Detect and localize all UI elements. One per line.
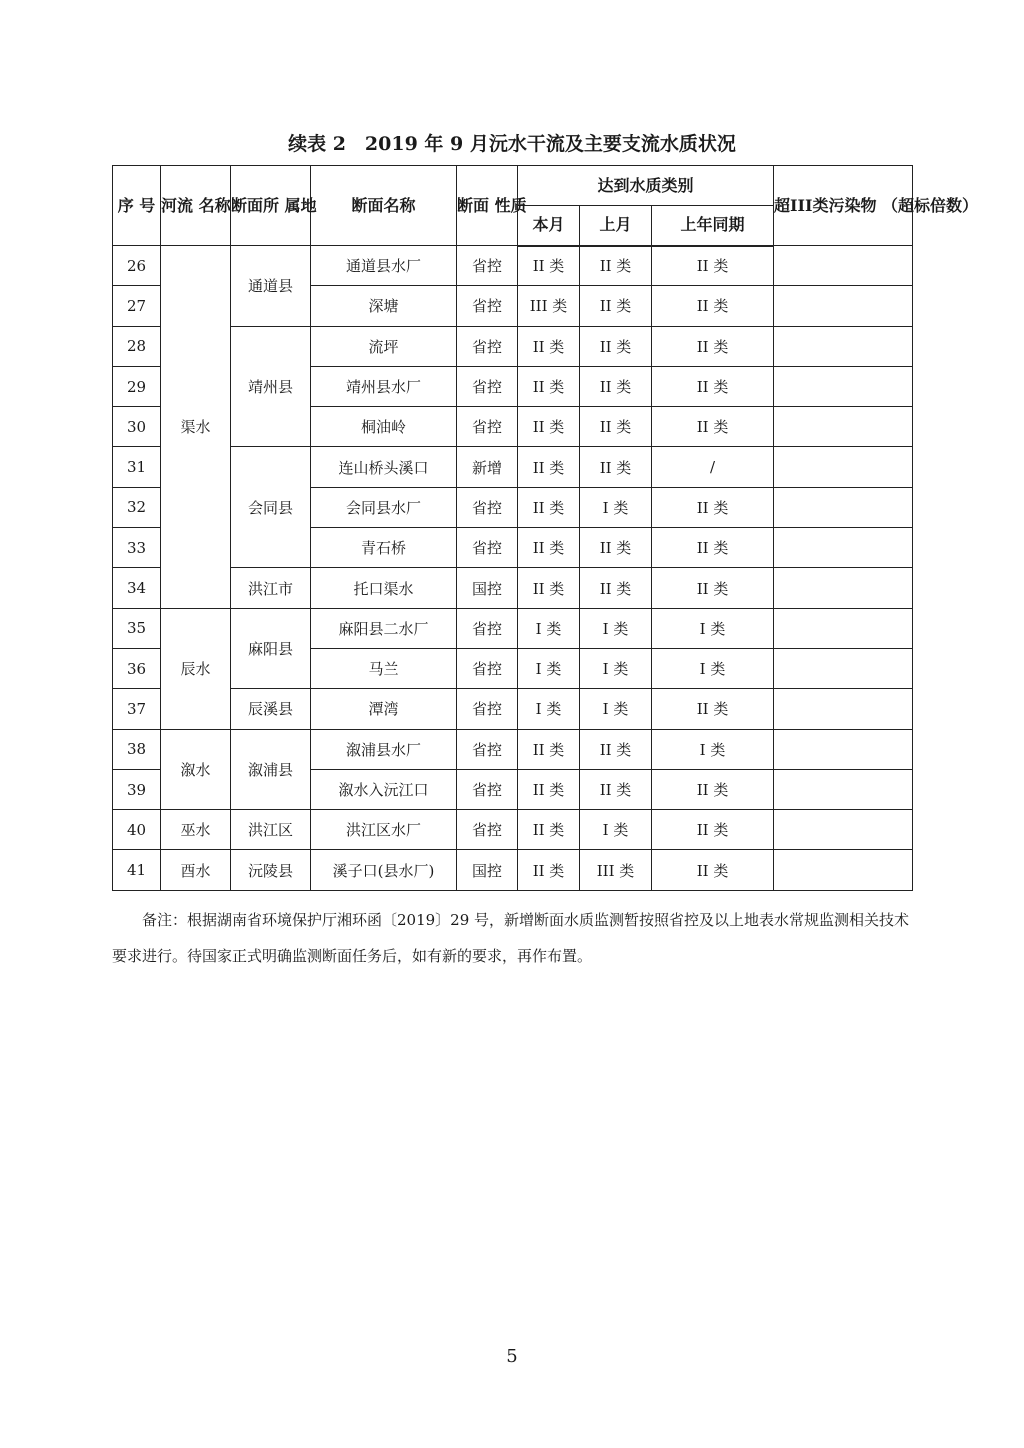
- cell-nature: 省控: [457, 689, 518, 729]
- cell-section-name: 托口渠水: [311, 568, 457, 608]
- cell-nature: 省控: [457, 810, 518, 850]
- cell-last-month: I 类: [580, 608, 652, 648]
- cell-last-month: I 类: [580, 648, 652, 688]
- cell-nature: 省控: [457, 366, 518, 406]
- cell-this-month: II 类: [518, 366, 580, 406]
- cell-river: 酉水: [161, 850, 231, 890]
- cell-seq: 39: [113, 769, 161, 809]
- cell-seq: 36: [113, 648, 161, 688]
- cell-this-month: II 类: [518, 528, 580, 568]
- cell-this-month: II 类: [518, 407, 580, 447]
- cell-this-month: II 类: [518, 447, 580, 487]
- cell-exceed: [774, 648, 913, 688]
- cell-river: 溆水: [161, 729, 231, 810]
- cell-last-month: II 类: [580, 246, 652, 286]
- cell-last-year: II 类: [652, 689, 774, 729]
- cell-nature: 省控: [457, 648, 518, 688]
- cell-location: 沅陵县: [231, 850, 311, 890]
- cell-nature: 省控: [457, 487, 518, 527]
- cell-seq: 38: [113, 729, 161, 769]
- cell-seq: 41: [113, 850, 161, 890]
- header-section-name: 断面名称: [311, 166, 457, 246]
- footnote: 备注：根据湖南省环境保护厅湘环函〔2019〕29 号，新增断面水质监测暂按照省控及以上地表水常规监测相关技术要求进行。待国家正式明确监测断面任务后，如有新的要求，再作布置。: [112, 911, 910, 965]
- cell-this-month: II 类: [518, 729, 580, 769]
- cell-exceed: [774, 608, 913, 648]
- table-row: [113, 447, 913, 487]
- cell-location: 洪江区: [231, 810, 311, 850]
- cell-section-name: 溪子口(县水厂): [311, 850, 457, 890]
- cell-last-year: II 类: [652, 568, 774, 608]
- cell-section-name: 会同县水厂: [311, 487, 457, 527]
- table-row: [113, 568, 913, 608]
- page-number: 5: [506, 1346, 518, 1367]
- header-nature: 断面 性质: [457, 166, 518, 246]
- cell-exceed: [774, 850, 913, 890]
- cell-exceed: [774, 810, 913, 850]
- cell-last-year: II 类: [652, 366, 774, 406]
- cell-last-month: II 类: [580, 407, 652, 447]
- cell-section-name: 洪江区水厂: [311, 810, 457, 850]
- cell-last-month: II 类: [580, 286, 652, 326]
- cell-last-year: II 类: [652, 286, 774, 326]
- cell-nature: 省控: [457, 407, 518, 447]
- cell-section-name: 通道县水厂: [311, 246, 457, 286]
- cell-section-name: 麻阳县二水厂: [311, 608, 457, 648]
- cell-this-month: I 类: [518, 689, 580, 729]
- cell-seq: 26: [113, 246, 161, 286]
- header-last-year: 上年同期: [652, 206, 774, 246]
- header-exceed: 超III类污染物 （超标倍数）: [774, 166, 913, 246]
- cell-seq: 28: [113, 326, 161, 366]
- cell-last-year: II 类: [652, 246, 774, 286]
- cell-last-month: I 类: [580, 689, 652, 729]
- cell-last-month: II 类: [580, 326, 652, 366]
- cell-nature: 省控: [457, 326, 518, 366]
- cell-this-month: I 类: [518, 648, 580, 688]
- cell-seq: 34: [113, 568, 161, 608]
- cell-seq: 31: [113, 447, 161, 487]
- cell-last-year: II 类: [652, 487, 774, 527]
- cell-this-month: II 类: [518, 810, 580, 850]
- cell-section-name: 溆水入沅江口: [311, 769, 457, 809]
- cell-this-month: II 类: [518, 568, 580, 608]
- cell-last-month: I 类: [580, 487, 652, 527]
- cell-location: 溆浦县: [231, 729, 311, 810]
- table-row: [113, 810, 913, 850]
- table-body: [113, 246, 913, 891]
- header-river: 河流 名称: [161, 166, 231, 246]
- cell-seq: 30: [113, 407, 161, 447]
- cell-last-month: II 类: [580, 447, 652, 487]
- cell-section-name: 桐油岭: [311, 407, 457, 447]
- cell-section-name: 流坪: [311, 326, 457, 366]
- cell-location: 通道县: [231, 246, 311, 327]
- cell-seq: 37: [113, 689, 161, 729]
- cell-nature: 省控: [457, 769, 518, 809]
- cell-exceed: [774, 729, 913, 769]
- cell-last-month: III 类: [580, 850, 652, 890]
- cell-seq: 29: [113, 366, 161, 406]
- cell-last-year: II 类: [652, 810, 774, 850]
- cell-this-month: III 类: [518, 286, 580, 326]
- header-location: 断面所 属地: [231, 166, 311, 246]
- water-quality-table: [112, 165, 979, 891]
- cell-seq: 35: [113, 608, 161, 648]
- cell-location: 靖州县: [231, 326, 311, 447]
- cell-section-name: 马兰: [311, 648, 457, 688]
- header-seq: 序 号: [113, 166, 161, 246]
- header-this-month: 本月: [518, 206, 580, 246]
- cell-river: 辰水: [161, 608, 231, 729]
- cell-last-year: II 类: [652, 407, 774, 447]
- cell-this-month: II 类: [518, 850, 580, 890]
- cell-exceed: [774, 568, 913, 608]
- cell-nature: 省控: [457, 246, 518, 286]
- cell-section-name: 青石桥: [311, 528, 457, 568]
- cell-exceed: [774, 326, 913, 366]
- cell-exceed: [774, 528, 913, 568]
- table-row: [113, 326, 913, 366]
- cell-nature: 省控: [457, 286, 518, 326]
- cell-last-year: II 类: [652, 326, 774, 366]
- cell-nature: 省控: [457, 608, 518, 648]
- cell-exceed: [774, 447, 913, 487]
- cell-this-month: II 类: [518, 246, 580, 286]
- cell-exceed: [774, 246, 913, 286]
- cell-last-month: II 类: [580, 528, 652, 568]
- cell-last-month: II 类: [580, 729, 652, 769]
- cell-seq: 32: [113, 487, 161, 527]
- table-row: [113, 689, 913, 729]
- table-row: [113, 850, 913, 890]
- cell-exceed: [774, 366, 913, 406]
- cell-river: 巫水: [161, 810, 231, 850]
- table-row: [113, 608, 913, 648]
- cell-this-month: I 类: [518, 608, 580, 648]
- cell-seq: 33: [113, 528, 161, 568]
- cell-last-year: II 类: [652, 769, 774, 809]
- cell-last-year: II 类: [652, 850, 774, 890]
- cell-section-name: 潭湾: [311, 689, 457, 729]
- cell-this-month: II 类: [518, 487, 580, 527]
- cell-exceed: [774, 689, 913, 729]
- cell-last-year: /: [652, 447, 774, 487]
- header-last-month: 上月: [580, 206, 652, 246]
- cell-last-year: I 类: [652, 648, 774, 688]
- cell-river: 渠水: [161, 246, 231, 609]
- cell-last-month: II 类: [580, 769, 652, 809]
- table-title: 续表 2 2019 年 9 月沅水干流及主要支流水质状况: [288, 133, 736, 155]
- cell-section-name: 溆浦县水厂: [311, 729, 457, 769]
- cell-seq: 40: [113, 810, 161, 850]
- cell-last-year: II 类: [652, 528, 774, 568]
- cell-nature: 省控: [457, 729, 518, 769]
- cell-seq: 27: [113, 286, 161, 326]
- cell-location: 辰溪县: [231, 689, 311, 729]
- cell-last-month: II 类: [580, 366, 652, 406]
- cell-last-year: I 类: [652, 608, 774, 648]
- cell-last-month: I 类: [580, 810, 652, 850]
- cell-exceed: [774, 286, 913, 326]
- cell-exceed: [774, 769, 913, 809]
- table-row: [113, 246, 913, 286]
- cell-location: 洪江市: [231, 568, 311, 608]
- cell-last-month: II 类: [580, 568, 652, 608]
- cell-exceed: [774, 407, 913, 447]
- cell-location: 麻阳县: [231, 608, 311, 689]
- cell-section-name: 连山桥头溪口: [311, 447, 457, 487]
- table-row: [113, 729, 913, 769]
- cell-section-name: 靖州县水厂: [311, 366, 457, 406]
- cell-last-year: I 类: [652, 729, 774, 769]
- cell-nature: 国控: [457, 568, 518, 608]
- cell-location: 会同县: [231, 447, 311, 568]
- cell-nature: 国控: [457, 850, 518, 890]
- cell-section-name: 深塘: [311, 286, 457, 326]
- cell-nature: 新增: [457, 447, 518, 487]
- cell-this-month: II 类: [518, 769, 580, 809]
- cell-nature: 省控: [457, 528, 518, 568]
- header-category-group: 达到水质类别: [518, 166, 774, 206]
- cell-this-month: II 类: [518, 326, 580, 366]
- cell-exceed: [774, 487, 913, 527]
